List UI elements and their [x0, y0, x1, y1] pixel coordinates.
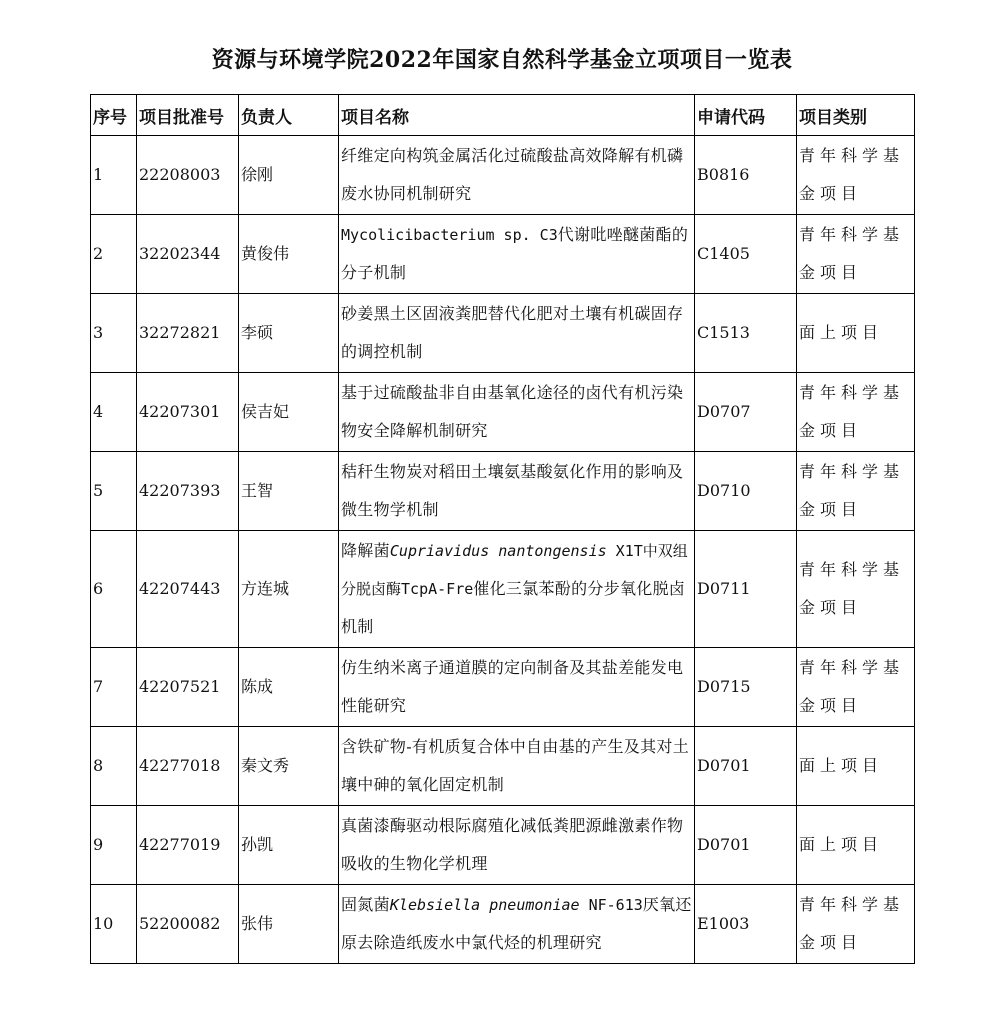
cell-project-name: [339, 531, 695, 648]
cell-code: C1513: [695, 294, 797, 373]
cell-no: 8: [91, 727, 137, 806]
cell-project-name: 基于过硫酸盐非自由基氧化途径的卤代有机污染物安全降解机制研究: [339, 373, 695, 452]
project-name-text: 催化三氯苯酚的分步氧化脱卤机制: [341, 579, 686, 636]
header-project-name: 项目名称: [339, 95, 695, 136]
cell-pi: 黄俊伟: [239, 215, 339, 294]
table-row: [91, 885, 915, 964]
cell-pi: 方连城: [239, 531, 339, 648]
cell-pi: 陈成: [239, 648, 339, 727]
table-row: [91, 648, 915, 727]
cell-pi: 秦文秀: [239, 727, 339, 806]
cell-approval-id: 42207393: [137, 452, 239, 531]
project-name-strain: NF-613: [579, 896, 643, 914]
cell-approval-id: 42277018: [137, 727, 239, 806]
cell-project-name: 纤维定向构筑金属活化过硫酸盐高效降解有机磷废水协同机制研究: [339, 136, 695, 215]
cell-approval-id: 32202344: [137, 215, 239, 294]
table-row: [91, 373, 915, 452]
header-pi: 负责人: [239, 95, 339, 136]
header-code: 申请代码: [695, 95, 797, 136]
cell-category: 面上项目: [797, 727, 915, 806]
table-row: [91, 727, 915, 806]
header-category: 项目类别: [797, 95, 915, 136]
cell-approval-id: 22208003: [137, 136, 239, 215]
cell-project-name: 真菌漆酶驱动根际腐殖化减低粪肥源雌激素作物吸收的生物化学机理: [339, 806, 695, 885]
cell-pi: 李硕: [239, 294, 339, 373]
table-row: [91, 136, 915, 215]
table-row: [91, 531, 915, 648]
project-name-species: Cupriavidus nantongensis: [389, 542, 607, 560]
project-name-latin: Mycolicibacterium sp. C3: [341, 226, 558, 244]
cell-code: C1405: [695, 215, 797, 294]
cell-pi: 孙凯: [239, 806, 339, 885]
projects-table: [90, 94, 915, 964]
cell-code: D0715: [695, 648, 797, 727]
project-name-species: Klebsiella pneumoniae: [389, 896, 580, 914]
cell-pi: 侯吉妃: [239, 373, 339, 452]
cell-no: 9: [91, 806, 137, 885]
cell-category: 青年科学基金项目: [797, 531, 915, 648]
table-row: [91, 215, 915, 294]
cell-category: 青年科学基金项目: [797, 885, 915, 964]
cell-no: 5: [91, 452, 137, 531]
cell-project-name: 仿生纳米离子通道膜的定向制备及其盐差能发电性能研究: [339, 648, 695, 727]
cell-category: 青年科学基金项目: [797, 373, 915, 452]
cell-category: 青年科学基金项目: [797, 648, 915, 727]
cell-pi: 张伟: [239, 885, 339, 964]
cell-approval-id: 42207301: [137, 373, 239, 452]
cell-no: 3: [91, 294, 137, 373]
cell-no: 7: [91, 648, 137, 727]
cell-pi: 王智: [239, 452, 339, 531]
cell-approval-id: 52200082: [137, 885, 239, 964]
header-approval-id: 项目批准号: [137, 95, 239, 136]
cell-category: 面上项目: [797, 806, 915, 885]
cell-code: D0711: [695, 531, 797, 648]
cell-code: D0701: [695, 806, 797, 885]
cell-project-name: [339, 215, 695, 294]
cell-code: B0816: [695, 136, 797, 215]
cell-no: 10: [91, 885, 137, 964]
cell-approval-id: 42277019: [137, 806, 239, 885]
table-row: [91, 294, 915, 373]
cell-no: 2: [91, 215, 137, 294]
table-row: [91, 452, 915, 531]
cell-category: 青年科学基金项目: [797, 452, 915, 531]
cell-code: E1003: [695, 885, 797, 964]
cell-code: D0710: [695, 452, 797, 531]
project-name-strain: X1T中双组分脱卤酶: [341, 542, 688, 598]
cell-project-name: 砂姜黑土区固液粪肥替代化肥对土壤有机碳固存的调控机制: [339, 294, 695, 373]
cell-project-name: [339, 885, 695, 964]
cell-project-name: 秸秆生物炭对稻田土壤氨基酸氨化作用的影响及微生物学机制: [339, 452, 695, 531]
project-name-enzyme: TcpA-Fre: [401, 580, 474, 598]
project-name-text: 固氮菌: [341, 895, 390, 914]
cell-approval-id: 32272821: [137, 294, 239, 373]
cell-project-name: 含铁矿物-有机质复合体中自由基的产生及其对土壤中砷的氧化固定机制: [339, 727, 695, 806]
cell-code: D0707: [695, 373, 797, 452]
cell-category: 面上项目: [797, 294, 915, 373]
cell-code: D0701: [695, 727, 797, 806]
cell-approval-id: 42207443: [137, 531, 239, 648]
cell-category: 青年科学基金项目: [797, 215, 915, 294]
cell-no: 6: [91, 531, 137, 648]
page-title: 资源与环境学院2022年国家自然科学基金立项项目一览表: [211, 47, 793, 73]
cell-no: 4: [91, 373, 137, 452]
project-name-text: 代谢吡唑醚菌酯的分子机制: [341, 225, 689, 282]
cell-no: 1: [91, 136, 137, 215]
header-no: 序号: [91, 95, 137, 136]
cell-pi: 徐刚: [239, 136, 339, 215]
cell-approval-id: 42207521: [137, 648, 239, 727]
header-row: [91, 95, 915, 136]
cell-category: 青年科学基金项目: [797, 136, 915, 215]
table-row: [91, 806, 915, 885]
project-name-text: 厌氧还原去除造纸废水中氯代烃的机理研究: [341, 895, 692, 952]
project-name-text: 降解菌: [341, 541, 390, 560]
